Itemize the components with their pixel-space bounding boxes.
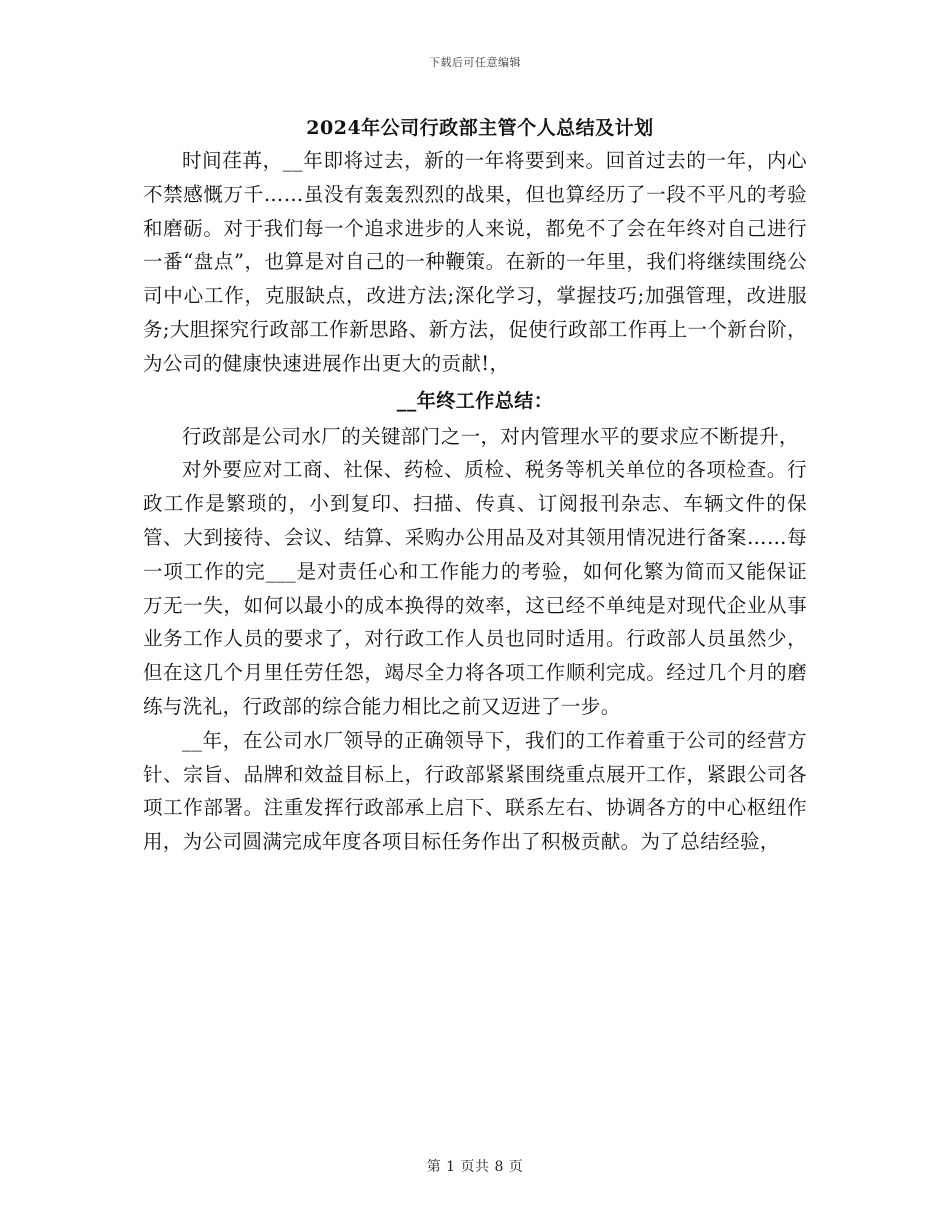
page-number-footer: 第 1 页共 8 页 <box>426 1159 524 1175</box>
section-heading: __年终工作总结： <box>396 389 554 412</box>
body-paragraph-1: 行政部是公司水厂的关键部门之一，对内管理水平的要求应不断提升， <box>182 424 799 448</box>
page-header-note: 下载后可任意编辑 <box>429 56 521 69</box>
body-paragraph-2: 对外要应对工商、社保、药检、质检、税务等机关单位的各项检查。行政工作是繁琐的，小到复印、扫描、传真、订阅报刊杂志、车辆文件的保管、大到接待、会议、结算、采购办公用品及对其领用情况进行备案……每一项工作的完___是对责任心和工作能力的考验，如何化繁为简而又能保证万无一失，如何以最小的成本换得的效率，这已经不单纯是对现代企业从事业务工作人员的要求了，对行政工作人员也同时适用。行政部人员虽然少，但在这几个月里任劳任怨，竭尽全力将各项工作顺利完成。经过几个月的磨练与洗礼，行政部的综合能力相比之前又迈进了一步。 <box>143 458 807 718</box>
body-paragraph-3: __年，在公司水厂领导的正确领导下，我们的工作着重于公司的经营方针、宗旨、品牌和效益目标上，行政部紧紧围绕重点展开工作，紧跟公司各项工作部署。注重发挥行政部承上启下、联系左右、协调各方的中心枢纽作用，为公司圆满完成年度各项目标任务作出了积极贡献。为了总结经验， <box>143 728 807 854</box>
document-title: 2024年公司行政部主管个人总结及计划 <box>306 117 654 139</box>
intro-paragraph: 时间荏苒，__年即将过去，新的一年将要到来。回首过去的一年，内心不禁感慨万千……虽没有轰轰烈烈的战果，但也算经历了一段不平凡的考验和磨砺。对于我们每一个追求进步的人来说，都免不了会在年终对自己进行一番“盘点”，也算是对自己的一种鞭策。在新的一年里，我们将继续围绕公司中心工作，克服缺点，改进方法;深化学习，掌握技巧;加强管理，改进服务;大胆探究行政部工作新思路、新方法，促使行政部工作再上一个新台阶，为公司的健康快速进展作出更大的贡献!， <box>143 149 807 375</box>
document-body <box>143 112 807 859</box>
